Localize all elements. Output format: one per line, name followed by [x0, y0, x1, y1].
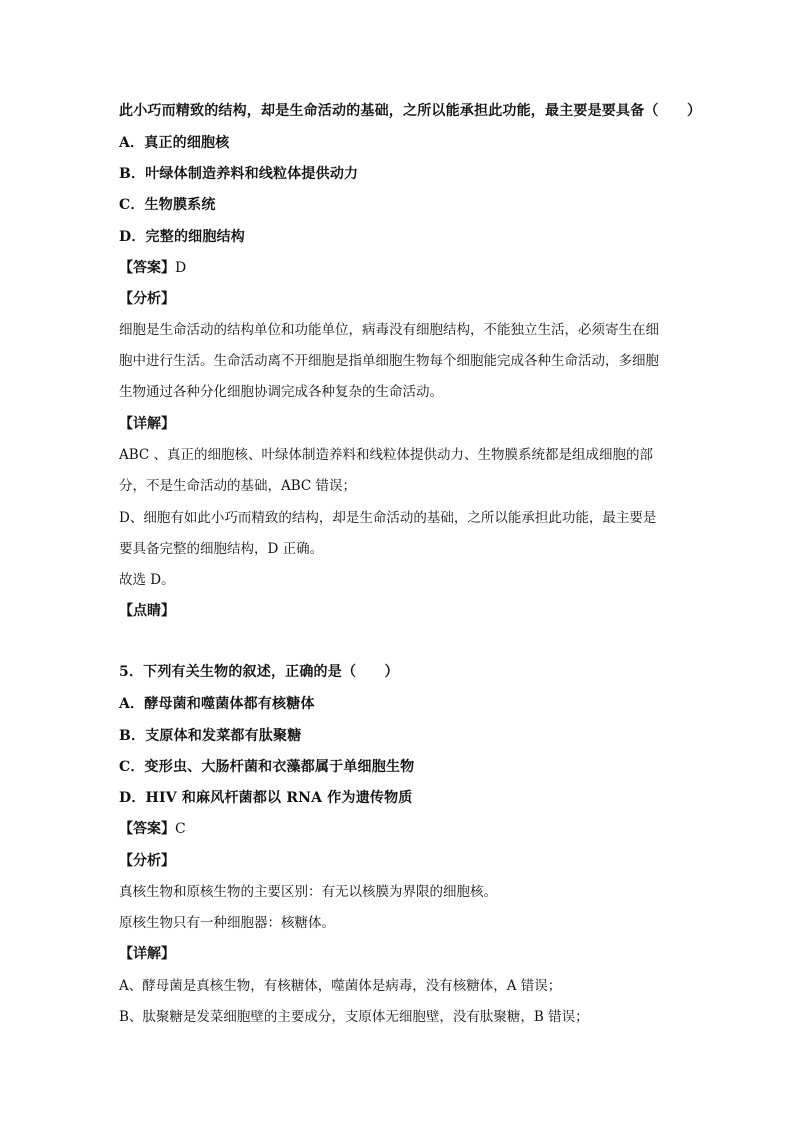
- detail-text: A、酵母菌是真核生物，有核糖体，噬菌体是病毒，没有核糖体，A 错误；: [119, 978, 562, 994]
- detail-text: B、肽聚糖是发菜细胞壁的主要成分，支原体无细胞壁，没有肽聚糖，B 错误；: [119, 1009, 589, 1025]
- detail-text: D、细胞有如此小巧而精致的结构，却是生命活动的基础，之所以能承担此功能，最主要是: [119, 510, 657, 526]
- answer-value: C: [175, 821, 186, 837]
- analysis-text: 真核生物和原核生物的主要区别：有无以核膜为界限的细胞核。: [119, 884, 497, 900]
- option-c: C．变形虫、大肠杆菌和衣藻都属于单细胞生物: [119, 759, 415, 775]
- detail-text: ABC 、真正的细胞核、叶绿体制造养料和线粒体提供动力、生物膜系统都是组成细胞的部: [119, 447, 654, 463]
- answer-line: [119, 819, 186, 839]
- detail-tag: 【详解】: [119, 416, 175, 432]
- question-stem: 此小巧而精致的结构，却是生命活动的基础，之所以能承担此功能，最主要是要具备（ ）: [119, 103, 702, 119]
- answer-value: D: [175, 260, 187, 276]
- analysis-text: 生物通过各种分化细胞协调完成各种复杂的生命活动。: [119, 384, 443, 400]
- answer-line: [119, 258, 186, 278]
- analysis-text: 细胞是生命活动的结构单位和功能单位，病毒没有细胞结构，不能独立生活，必须寄生在细: [119, 322, 659, 338]
- option-b: B．叶绿体制造养料和线粒体提供动力: [119, 166, 359, 182]
- option-c: C．生物膜系统: [119, 197, 216, 213]
- option-a: A．酵母菌和噬菌体都有核糖体: [119, 696, 315, 712]
- analysis-text: 胞中进行生活。生命活动离不开细胞是指单细胞生物每个细胞能完成各种生命活动，多细胞: [119, 353, 659, 369]
- analysis-text: 原核生物只有一种细胞器：核糖体。: [119, 915, 335, 931]
- detail-text: 要具备完整的细胞结构，D 正确。: [119, 541, 324, 557]
- detail-text: 分，不是生命活动的基础，ABC 错误；: [119, 478, 357, 494]
- analysis-tag: 【分析】: [119, 853, 175, 869]
- option-b: B．支原体和发菜都有肽聚糖: [119, 728, 302, 744]
- option-d: D．完整的细胞结构: [119, 229, 245, 245]
- analysis-tag: 【分析】: [119, 291, 175, 307]
- detail-tag: 【详解】: [119, 946, 175, 962]
- detail-text: 故选 D。: [119, 572, 175, 588]
- option-a: A．真正的细胞核: [119, 135, 230, 151]
- note-tag: 【点睛】: [119, 603, 175, 619]
- answer-tag: 【答案】: [119, 821, 175, 837]
- answer-tag: 【答案】: [119, 260, 175, 276]
- question-stem: 5．下列有关生物的叙述，正确的是（ ）: [119, 664, 399, 680]
- option-d: D．HIV 和麻风杆菌都以 RNA 作为遗传物质: [119, 790, 413, 806]
